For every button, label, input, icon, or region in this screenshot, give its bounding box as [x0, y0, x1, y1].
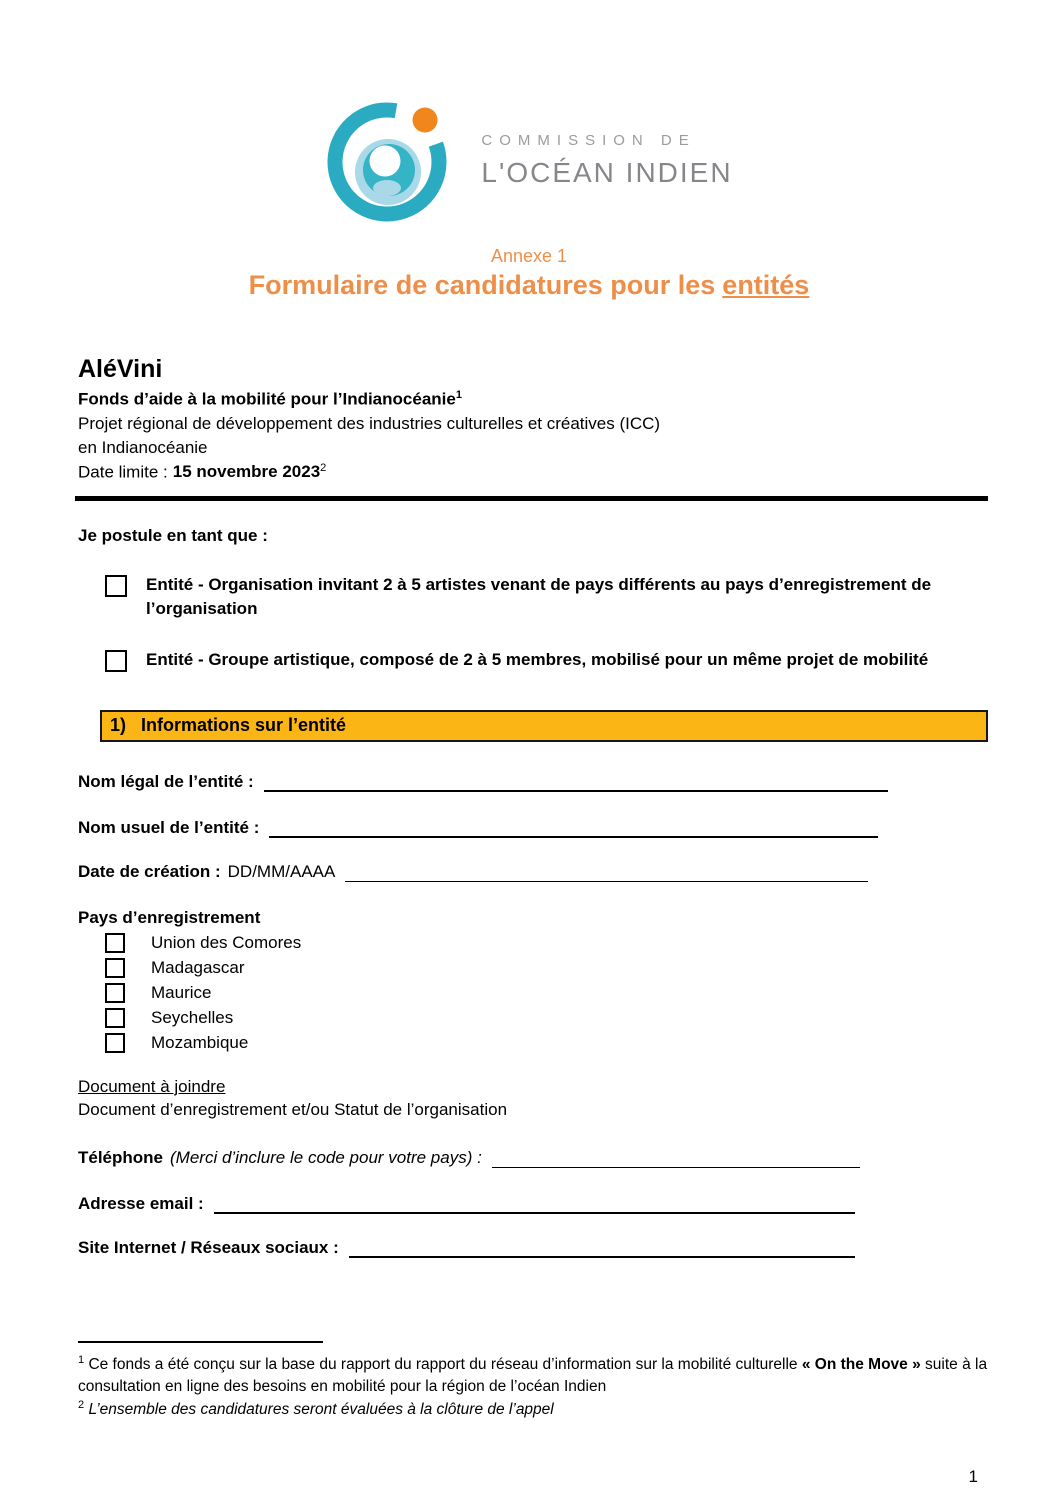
fund-line — [78, 389, 988, 410]
phone-note: (Merci d’inclure le code pour votre pays) : — [170, 1147, 482, 1167]
usual-name-label: Nom usuel de l’entité : — [78, 817, 260, 837]
website-input-line[interactable] — [349, 1240, 855, 1258]
fund-line-text: Fonds d’aide à la mobilité pour l’Indianocéanie — [78, 389, 456, 409]
country-checkbox-mozambique[interactable] — [105, 1033, 125, 1053]
section1-title: Informations sur l’entité — [141, 714, 347, 735]
deadline-label: Date limite : — [78, 462, 168, 482]
country-label: Pays d’enregistrement — [78, 907, 261, 927]
country-option-maurice — [78, 983, 988, 1003]
footnote-2-text: L’ensemble des candidatures seront évaluées à la clôture de l’appel — [88, 1400, 554, 1418]
apply-intro: Je postule en tant que : — [78, 526, 268, 546]
country-checkbox-seychelles[interactable] — [105, 1008, 125, 1028]
legal-name-field — [78, 772, 988, 792]
section1-banner — [100, 710, 988, 742]
country-option-comores — [78, 933, 988, 953]
entity-type-label-organisation: Entité - Organisation invitant 2 à 5 artistes venant de pays différents au pays d’enregistrement de l’organisation — [146, 575, 932, 619]
logo-text-line2: L'OCÉAN INDIEN — [481, 156, 733, 188]
phone-label: Téléphone — [78, 1147, 164, 1167]
footnote-1-text-bold: « On the Move » — [801, 1356, 921, 1374]
footnote-1-text-b: suite à la consultation en ligne des besoins en mobilité pour la région de l’océan Indien — [78, 1356, 988, 1395]
deadline-value: 15 novembre 2023 — [172, 462, 321, 482]
logo-wordmark — [481, 132, 732, 189]
creation-date-input-line[interactable] — [345, 865, 868, 882]
page-title-underlined: entités — [722, 270, 810, 300]
footnotes — [78, 1341, 988, 1420]
footnote-1 — [78, 1353, 988, 1398]
phone-field — [78, 1148, 988, 1168]
entity-type-option-groupe — [78, 648, 988, 672]
usual-name-field — [78, 818, 988, 838]
footnote-ref-1: 1 — [455, 389, 462, 401]
email-field — [78, 1194, 988, 1214]
usual-name-input-line[interactable] — [269, 820, 878, 838]
country-name-seychelles: Seychelles — [151, 1007, 234, 1027]
footnote-ref-2: 2 — [320, 461, 327, 474]
section1-number: 1) — [110, 714, 127, 735]
page-title — [0, 270, 1058, 301]
logo-text-line1: COMMISSION DE — [481, 131, 696, 149]
legal-name-label: Nom légal de l’entité : — [78, 771, 254, 791]
country-name-mozambique: Mozambique — [151, 1032, 249, 1052]
logo-block — [0, 0, 1058, 222]
website-field — [78, 1238, 988, 1258]
entity-type-option-organisation — [78, 573, 988, 621]
email-input-line[interactable] — [214, 1196, 855, 1214]
footnote-1-text-a: Ce fonds a été conçu sur la base du rapport du rapport du réseau d’information sur la mobilité culturelle — [88, 1356, 802, 1374]
page-title-main: Formulaire de candidatures pour les — [248, 270, 716, 300]
entity-type-label-groupe: Entité - Groupe artistique, composé de 2 à 5 membres, mobilisé pour un même projet de mobilité — [146, 649, 929, 669]
annexe-label: Annexe 1 — [490, 246, 568, 266]
phone-input-line[interactable] — [492, 1151, 860, 1168]
country-option-madagascar — [78, 958, 988, 978]
footnote-2 — [78, 1398, 988, 1421]
footnote-1-marker: 1 — [78, 1354, 85, 1366]
entity-type-checkbox-groupe[interactable] — [105, 650, 127, 672]
country-name-comores: Union des Comores — [151, 932, 302, 952]
email-label: Adresse email : — [78, 1193, 204, 1213]
deadline-line — [78, 462, 988, 483]
country-name-maurice: Maurice — [151, 982, 212, 1002]
country-checkbox-madagascar[interactable] — [105, 958, 125, 978]
attachment-text: Document d’enregistrement et/ou Statut de l’organisation — [78, 1099, 508, 1119]
program-header — [78, 355, 988, 482]
website-label: Site Internet / Réseaux sociaux : — [78, 1237, 339, 1257]
project-line-1: Projet régional de développement des industries culturelles et créatives (ICC) — [78, 413, 661, 433]
creation-date-label: Date de création : — [78, 861, 221, 881]
page-number: 1 — [968, 1467, 978, 1486]
country-name-madagascar: Madagascar — [151, 957, 245, 977]
footnote-2-marker: 2 — [78, 1398, 85, 1411]
creation-date-field — [78, 862, 988, 882]
entity-type-checkbox-organisation[interactable] — [105, 575, 127, 597]
creation-date-format: DD/MM/AAAA — [227, 861, 336, 881]
header-divider — [75, 496, 988, 501]
legal-name-input-line[interactable] — [264, 774, 888, 792]
footnote-separator — [78, 1341, 323, 1343]
ocean-commission-logo-icon — [325, 98, 455, 222]
attachment-title: Document à joindre — [78, 1076, 226, 1096]
country-option-mozambique — [78, 1033, 988, 1053]
program-name: AléVini — [78, 355, 163, 383]
country-checkbox-comores[interactable] — [105, 933, 125, 953]
project-line-2: en Indianocéanie — [78, 437, 208, 457]
country-option-seychelles — [78, 1008, 988, 1028]
country-checkbox-maurice[interactable] — [105, 983, 125, 1003]
